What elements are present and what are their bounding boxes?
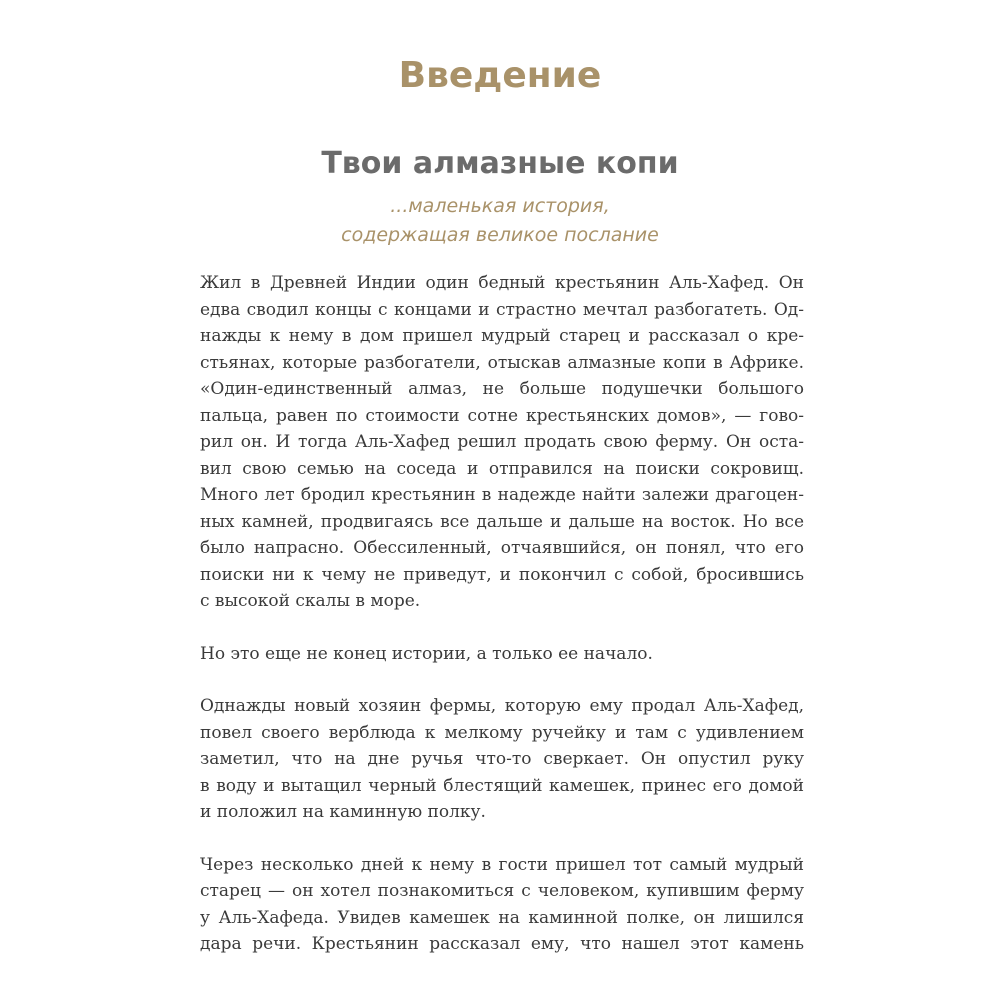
text-line: едва сводил концы с концами и страстно мечтал разбогатеть. Од- <box>200 299 804 320</box>
text-line: Однажды новый хозяин фермы, которую ему продал Аль-Хафед, <box>200 696 804 716</box>
paragraph <box>200 641 804 668</box>
text-line: Через несколько дней к нему в гости пришел тот самый мудрый <box>200 854 804 875</box>
text-line: Жил в Древней Индии один бедный крестьянин Аль-Хафед. Он <box>200 273 804 293</box>
text-line: поиски ни к чему не приведут, и покончил с собой, бросившись <box>200 564 804 585</box>
text-line: пальца, равен по стоимости сотне крестьянских домов», — гово- <box>200 405 804 426</box>
text-line: и положил на каминную полку. <box>200 802 486 822</box>
text-line: вил свою семью на соседа и отправился на поиски сокровищ. <box>200 458 804 479</box>
chapter-title: Твои алмазные копи <box>321 146 679 181</box>
text-line: ных камней, продвигаясь все дальше и дальше на восток. Но все <box>200 511 804 532</box>
subtitle-line: ...маленькая история, <box>390 195 610 217</box>
text-line: нажды к нему в дом пришел мудрый старец и рассказал о кре- <box>200 326 804 346</box>
text-line: с высокой скалы в море. <box>200 591 421 611</box>
paragraph <box>200 270 804 615</box>
text-line: стьянах, которые разбогатели, отыскав алмазные копи в Африке. <box>200 352 804 373</box>
paragraph <box>200 693 804 826</box>
text-line: заметил, что на дне ручья что-то сверкает. Он опустил руку <box>200 749 804 769</box>
text-line: в воду и вытащил черный блестящий камешек, принес его домой <box>200 775 804 796</box>
body-text <box>200 270 804 984</box>
paragraph <box>200 852 804 958</box>
text-line: старец — он хотел познакомиться с человеком, купившим ферму <box>200 881 804 901</box>
text-line: дара речи. Крестьянин рассказал ему, что нашел этот камень <box>200 934 804 954</box>
text-line: «Один-единственный алмаз, не больше подушечки большого <box>200 379 804 399</box>
text-line: повел своего верблюда к мелкому ручейку и там с удивлением <box>200 722 804 743</box>
text-line: было напрасно. Обессиленный, отчаявшийся, он понял, что его <box>200 538 804 558</box>
text-line: рил он. И тогда Аль-Хафед решил продать свою ферму. Он оста- <box>200 432 804 452</box>
text-line: Но это еще не конец истории, а только ее начало. <box>200 643 653 664</box>
chapter-subtitle <box>0 192 1000 250</box>
text-line: Много лет бродил крестьянин в надежде найти залежи драгоцен- <box>200 485 804 505</box>
text-line: у Аль-Хафеда. Увидев камешек на каминной полке, он лишился <box>200 907 804 928</box>
section-title: Введение <box>398 55 602 96</box>
subtitle-line: содержащая великое послание <box>341 224 659 246</box>
